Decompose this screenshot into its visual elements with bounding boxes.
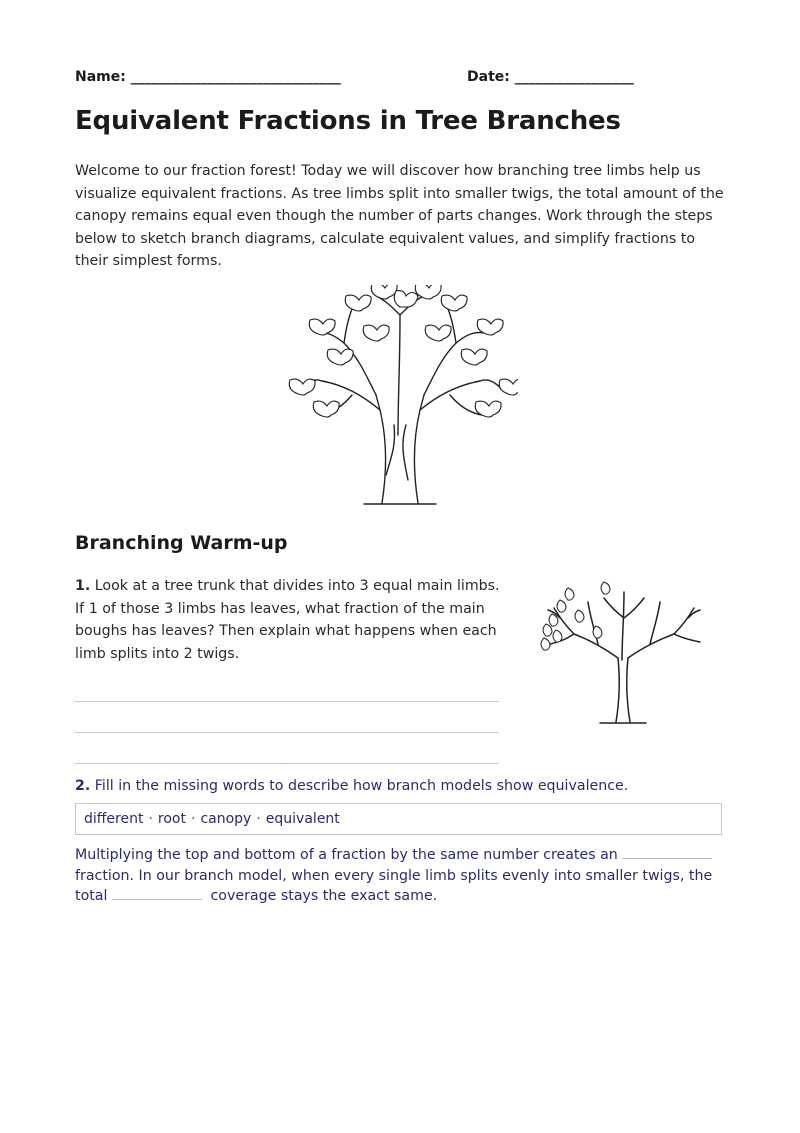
name-line: ______________________________ xyxy=(130,69,341,85)
cloze-text: coverage stays the exact same. xyxy=(210,888,438,904)
tree-illustration xyxy=(282,285,518,507)
fill-blank[interactable] xyxy=(622,846,712,859)
cloze-text: fraction. In our branch model, when every single limb splits evenly into smaller twigs, the total xyxy=(75,867,713,904)
bare-tree-illustration xyxy=(538,578,706,724)
cloze-paragraph xyxy=(75,845,725,907)
date-label: Date: xyxy=(467,69,510,85)
name-label: Name: xyxy=(75,69,126,85)
cloze-text: Multiplying the top and bottom of a fraction by the same number creates an xyxy=(75,847,618,863)
answer-line[interactable] xyxy=(75,732,499,733)
name-field[interactable] xyxy=(75,69,341,85)
question-2 xyxy=(75,775,725,797)
word-separator: · xyxy=(148,811,153,827)
word-bank-item: root xyxy=(157,811,186,827)
question-1 xyxy=(75,575,505,665)
word-separator: · xyxy=(256,811,261,827)
worksheet-title: Equivalent Fractions in Tree Branches xyxy=(75,106,621,136)
word-bank-item: canopy xyxy=(200,811,252,827)
answer-line[interactable] xyxy=(75,701,499,702)
question-1-text: Look at a tree trunk that divides into 3 equal main limbs. If 1 of those 3 limbs has leaves, what fraction of the main boughs has leaves? Then explain what happens when each limb splits into 2 twigs. xyxy=(75,578,500,662)
date-field[interactable] xyxy=(467,69,634,85)
answer-line[interactable] xyxy=(75,763,499,764)
word-bank xyxy=(75,803,722,835)
word-separator: · xyxy=(191,811,196,827)
word-bank-item: different xyxy=(84,811,144,827)
word-bank-item: equivalent xyxy=(265,811,340,827)
fill-blank[interactable] xyxy=(112,887,202,900)
section-heading-warmup: Branching Warm-up xyxy=(75,532,288,554)
question-2-text: Fill in the missing words to describe how branch models show equivalence. xyxy=(94,778,629,794)
intro-paragraph: Welcome to our fraction forest! Today we will discover how branching tree limbs help us visualize equivalent fractions. As tree limbs split into smaller twigs, the total amount of the canopy remains equal even though the number of parts changes. Work through the steps below to sketch branch diagrams, calculate equivalent values, and simplify fractions to their simplest forms. xyxy=(75,163,724,269)
header-row xyxy=(75,69,725,91)
date-line: _________________ xyxy=(514,69,634,85)
question-2-number: 2. xyxy=(75,778,91,794)
question-1-number: 1. xyxy=(75,578,91,594)
